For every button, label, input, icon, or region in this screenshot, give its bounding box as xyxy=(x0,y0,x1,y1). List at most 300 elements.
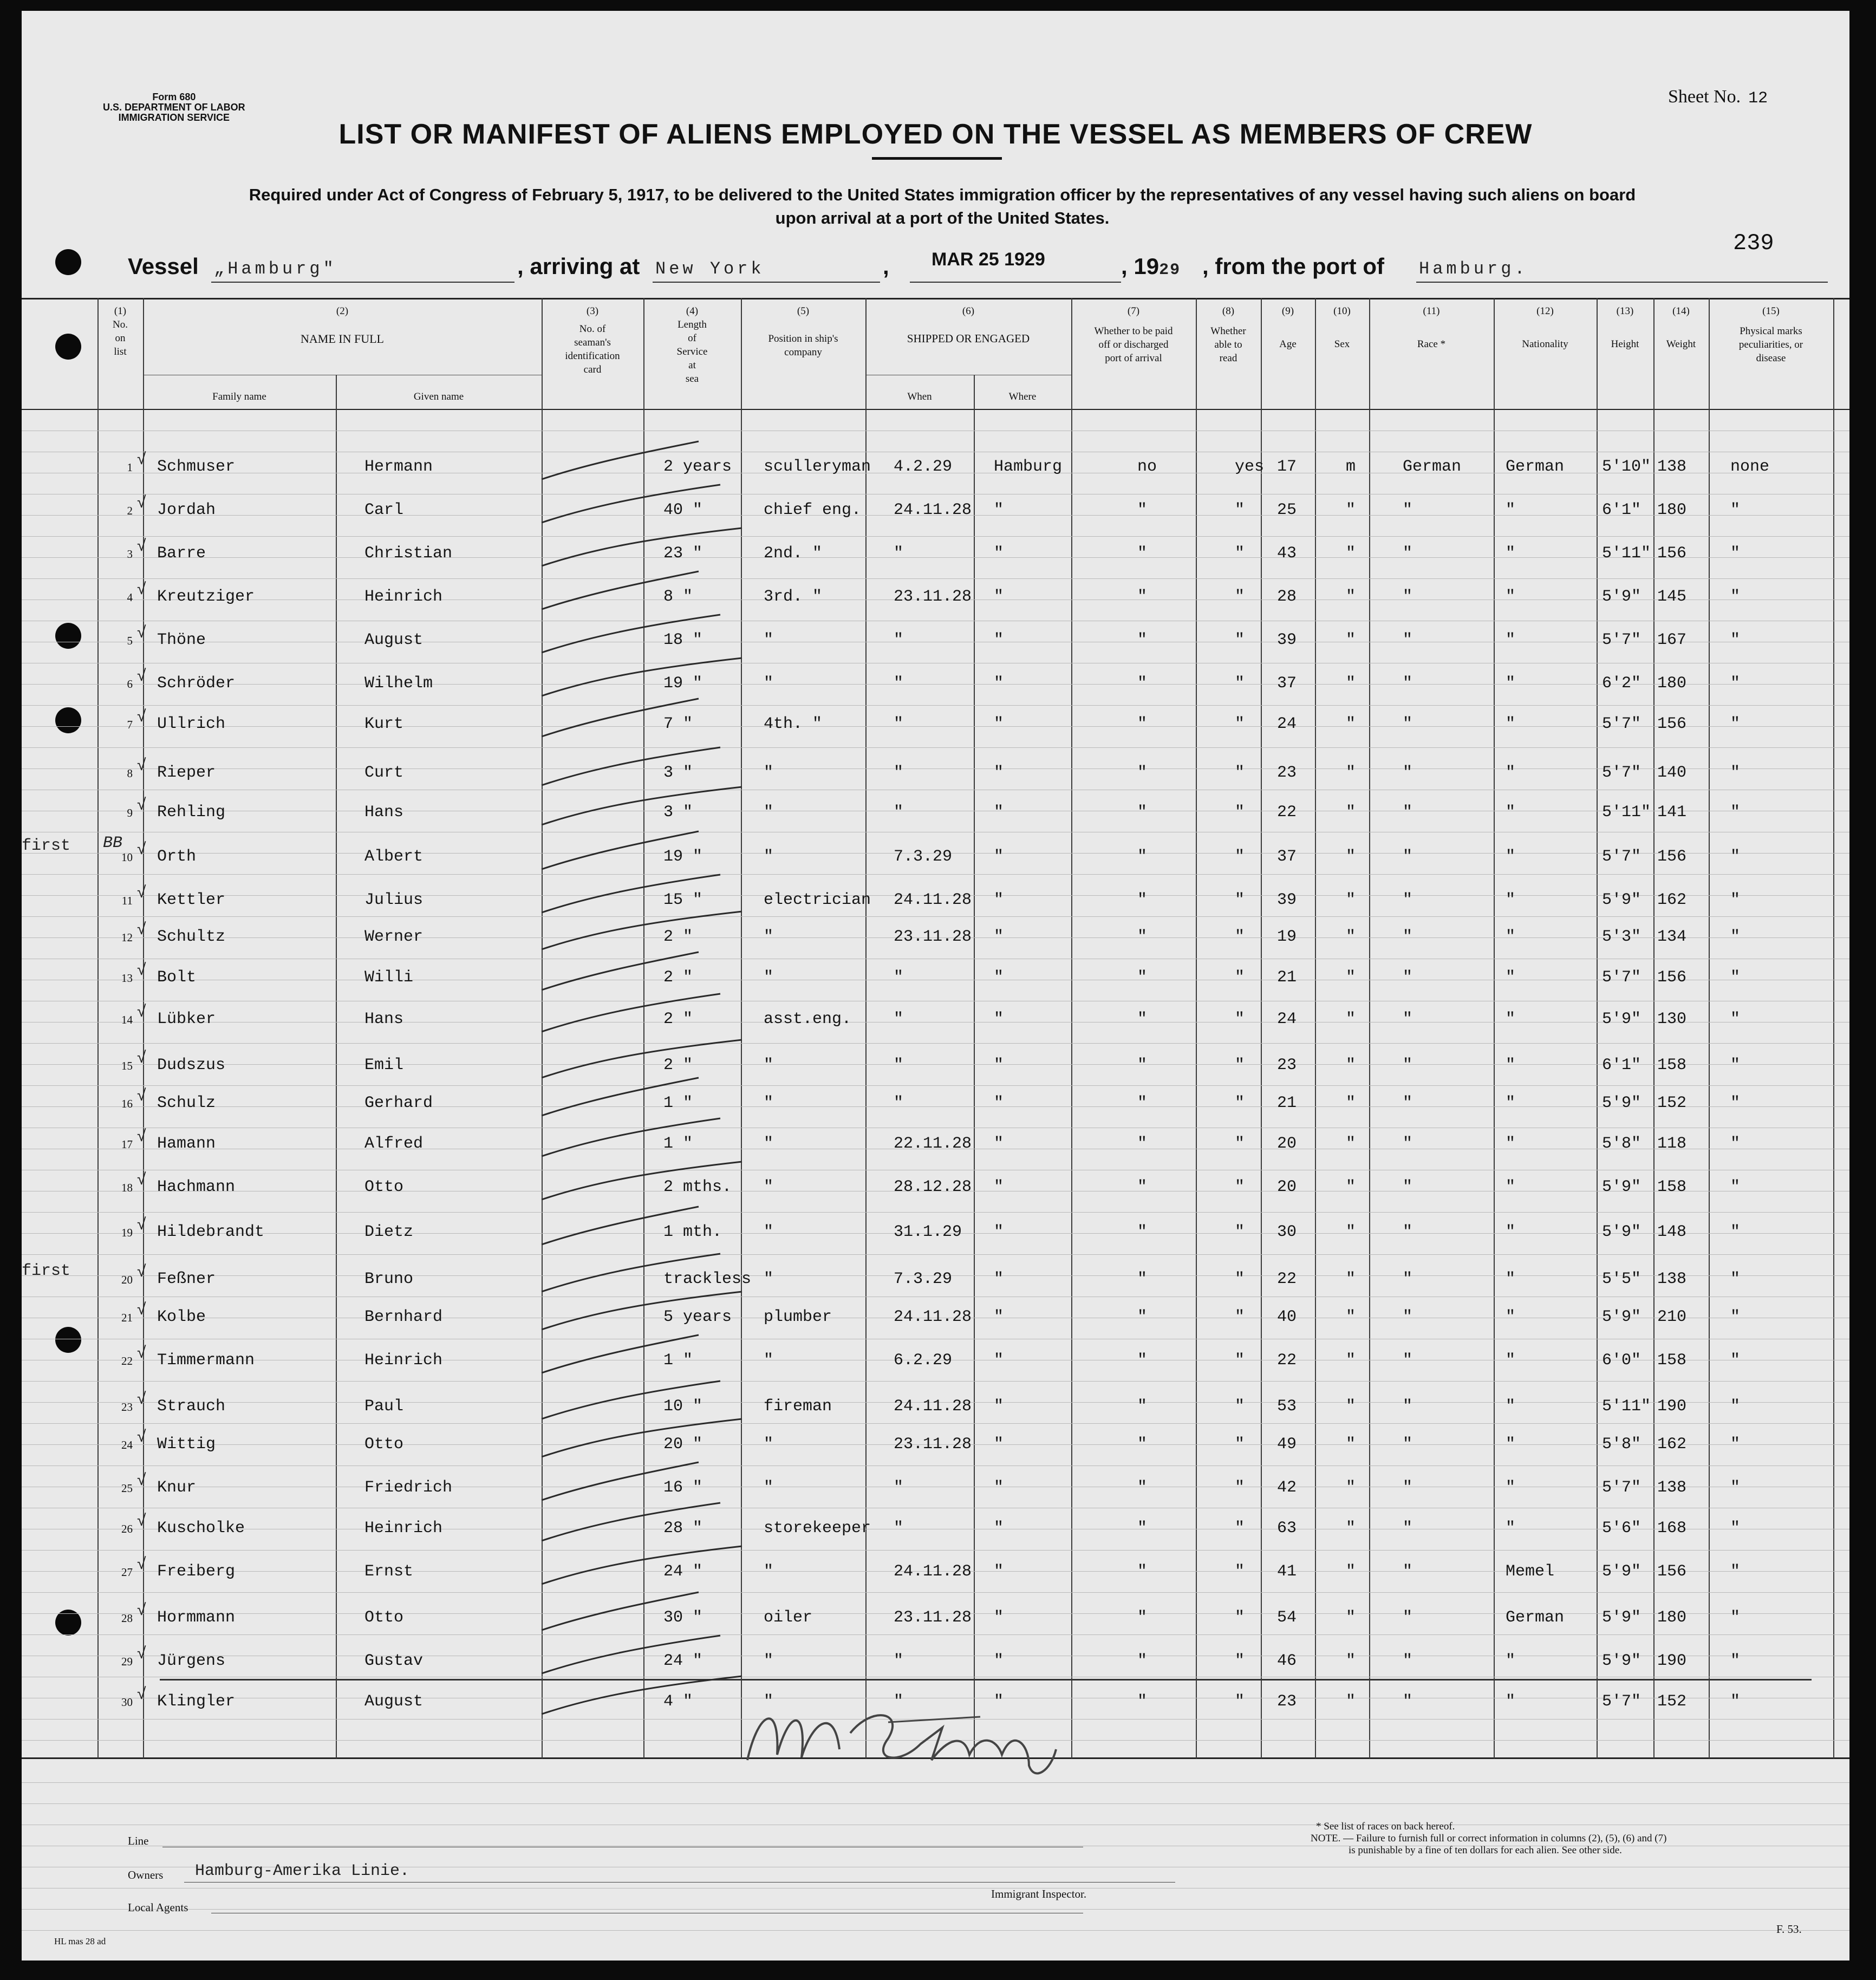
cell-no: 14 xyxy=(121,1013,133,1026)
given-name-header: Given name xyxy=(413,391,464,402)
form-code: F. 53. xyxy=(1776,1923,1802,1936)
family-name-header: Family name xyxy=(212,391,266,402)
pencil-stroke xyxy=(542,911,742,949)
cell-weight: 152 xyxy=(1657,1094,1687,1112)
cell-service: 23 " xyxy=(663,544,703,563)
cell-paid-off: " xyxy=(1137,501,1148,519)
cell-position: " xyxy=(764,1479,774,1497)
check-mark-icon: √ xyxy=(137,1170,146,1188)
col6-number: (6) xyxy=(962,305,975,317)
cell-race: " xyxy=(1403,1056,1413,1074)
cell-family: Timmermann xyxy=(157,1351,255,1370)
col12-number: (12) xyxy=(1536,305,1554,317)
cell-no: 26 xyxy=(121,1522,133,1535)
cell-read: " xyxy=(1235,1692,1245,1711)
cell-when: " xyxy=(894,803,904,822)
cell-no: 21 xyxy=(121,1311,133,1324)
cell-given: Julius xyxy=(364,891,424,909)
cell-age: 21 xyxy=(1277,1094,1297,1112)
pencil-stroke xyxy=(542,1118,720,1156)
cell-race: German xyxy=(1403,458,1462,476)
cell-height: 5'9" xyxy=(1602,1308,1642,1326)
cell-age: 39 xyxy=(1277,631,1297,649)
col8-number: (8) xyxy=(1222,305,1235,317)
cell-sex: " xyxy=(1346,928,1356,946)
cell-nationality: " xyxy=(1506,631,1516,649)
cell-read: " xyxy=(1235,1056,1245,1074)
cell-weight: 158 xyxy=(1657,1178,1687,1196)
pencil-stroke xyxy=(542,1503,720,1541)
cell-where: " xyxy=(994,1178,1004,1196)
cell-weight: 190 xyxy=(1657,1397,1687,1416)
col8-label: Whether able to read xyxy=(1210,325,1246,364)
cell-race: " xyxy=(1403,968,1413,987)
cell-sex: " xyxy=(1346,1056,1356,1074)
cell-read: " xyxy=(1235,1223,1245,1241)
cell-nationality: " xyxy=(1506,1479,1516,1497)
cell-marks: " xyxy=(1730,1094,1741,1112)
cell-given: Friedrich xyxy=(364,1479,453,1497)
check-mark-icon: √ xyxy=(137,1215,146,1233)
cell-where: " xyxy=(994,1479,1004,1497)
cell-given: Werner xyxy=(364,928,424,946)
cell-family: Barre xyxy=(157,544,206,563)
cell-read: " xyxy=(1235,1270,1245,1288)
cell-when: " xyxy=(894,1479,904,1497)
penalty-note: NOTE. — Failure to furnish full or correct information in columns (2), (5), (6) and (7) xyxy=(1311,1833,1667,1844)
cell-race: " xyxy=(1403,501,1413,519)
cell-no: 13 xyxy=(121,972,133,985)
cell-position: " xyxy=(764,1178,774,1196)
cell-where: " xyxy=(994,1351,1004,1370)
cell-race: " xyxy=(1403,674,1413,693)
cell-service: 18 " xyxy=(663,631,703,649)
sheet-number-label: Sheet No. xyxy=(1668,87,1741,107)
cell-service: 2 " xyxy=(663,928,693,946)
cell-service: 30 " xyxy=(663,1608,703,1627)
cell-height: 5'8" xyxy=(1602,1435,1642,1454)
cell-weight: 158 xyxy=(1657,1056,1687,1074)
cell-position: 2nd. " xyxy=(764,544,823,563)
cell-no: 2 xyxy=(127,504,133,517)
cell-sex: " xyxy=(1346,1223,1356,1241)
penalty-note-cont: is punishable by a fine of ten dollars for each alien. See other side. xyxy=(1349,1845,1622,1856)
cell-marks: " xyxy=(1730,1562,1741,1581)
cell-age: 28 xyxy=(1277,588,1297,606)
arrival-port: New York xyxy=(655,259,765,279)
cell-paid-off: " xyxy=(1137,1135,1148,1153)
cell-marks: " xyxy=(1730,588,1741,606)
cell-height: 5'9" xyxy=(1602,1562,1642,1581)
vessel-name: „Hamburg" xyxy=(214,259,337,279)
arriving-label: , arriving at xyxy=(517,253,640,279)
cell-no: 9 xyxy=(127,806,133,819)
cell-weight: 168 xyxy=(1657,1519,1687,1538)
pencil-stroke xyxy=(542,831,699,869)
pencil-stroke xyxy=(542,1162,742,1200)
cell-paid-off: " xyxy=(1137,631,1148,649)
cell-where: " xyxy=(994,588,1004,606)
pencil-stroke xyxy=(542,1676,742,1714)
cell-service: 4 " xyxy=(663,1692,693,1711)
cell-race: " xyxy=(1403,1479,1413,1497)
document-title: LIST OR MANIFEST OF ALIENS EMPLOYED ON THE VESSEL AS MEMBERS OF CREW xyxy=(338,119,1533,150)
cell-age: 40 xyxy=(1277,1308,1297,1326)
cell-given: Otto xyxy=(364,1178,404,1196)
cell-family: Schultz xyxy=(157,928,226,946)
cell-sex: " xyxy=(1346,1135,1356,1153)
cell-marks: " xyxy=(1730,1397,1741,1416)
cell-sex: " xyxy=(1346,1094,1356,1112)
cell-age: 23 xyxy=(1277,764,1297,782)
cell-service: 28 " xyxy=(663,1519,703,1538)
cell-when: 22.11.28 xyxy=(894,1135,972,1153)
cell-when: " xyxy=(894,715,904,733)
cell-height: 6'0" xyxy=(1602,1351,1642,1370)
cell-when: 23.11.28 xyxy=(894,588,972,606)
cell-paid-off: " xyxy=(1137,1652,1148,1670)
check-mark-icon: √ xyxy=(137,1300,146,1318)
cell-height: 5'7" xyxy=(1602,715,1642,733)
cell-where: " xyxy=(994,1519,1004,1538)
cell-marks: " xyxy=(1730,1270,1741,1288)
cell-family: Knur xyxy=(157,1479,197,1497)
cell-given: Paul xyxy=(364,1397,404,1416)
cell-nationality: " xyxy=(1506,1397,1516,1416)
cell-read: " xyxy=(1235,674,1245,693)
cell-nationality: " xyxy=(1506,715,1516,733)
cell-read: " xyxy=(1235,501,1245,519)
cell-weight: 162 xyxy=(1657,891,1687,909)
pencil-stroke xyxy=(542,441,699,479)
cell-paid-off: " xyxy=(1137,1178,1148,1196)
pencil-stroke xyxy=(542,1292,742,1330)
cell-read: " xyxy=(1235,588,1245,606)
cell-sex: " xyxy=(1346,1308,1356,1326)
cell-service: 19 " xyxy=(663,848,703,866)
cell-paid-off: " xyxy=(1137,1479,1148,1497)
cell-family: Klingler xyxy=(157,1692,236,1711)
cell-service: 24 " xyxy=(663,1652,703,1670)
cell-sex: " xyxy=(1346,1519,1356,1538)
cell-no: 7 xyxy=(127,718,133,731)
cell-age: 23 xyxy=(1277,1692,1297,1711)
cell-height: 5'11" xyxy=(1602,1397,1651,1416)
cell-weight: 156 xyxy=(1657,848,1687,866)
cell-where: " xyxy=(994,1397,1004,1416)
cell-height: 5'8" xyxy=(1602,1135,1642,1153)
cell-when: " xyxy=(894,674,904,693)
col9-number: (9) xyxy=(1281,305,1294,317)
cell-given: Gerhard xyxy=(364,1094,433,1112)
check-mark-icon: √ xyxy=(137,1428,146,1445)
cell-family: Ullrich xyxy=(157,715,226,733)
cell-service: 3 " xyxy=(663,803,693,822)
cell-family: Bolt xyxy=(157,968,197,987)
cell-height: 5'9" xyxy=(1602,1652,1642,1670)
cell-paid-off: " xyxy=(1137,588,1148,606)
cell-service: 20 " xyxy=(663,1435,703,1454)
cell-no: 5 xyxy=(127,634,133,647)
cell-given: Dietz xyxy=(364,1223,414,1241)
cell-race: " xyxy=(1403,1519,1413,1538)
cell-height: 6'2" xyxy=(1602,674,1642,693)
cell-age: 19 xyxy=(1277,928,1297,946)
cell-family: Freiberg xyxy=(157,1562,236,1581)
cell-position: " xyxy=(764,1652,774,1670)
cell-age: 24 xyxy=(1277,1010,1297,1028)
cell-race: " xyxy=(1403,1094,1413,1112)
cell-given: Otto xyxy=(364,1608,404,1627)
cell-weight: 134 xyxy=(1657,928,1687,946)
pencil-stroke xyxy=(542,1207,699,1245)
cell-race: " xyxy=(1403,588,1413,606)
cell-paid-off: no xyxy=(1137,458,1157,476)
cell-given: Bernhard xyxy=(364,1308,443,1326)
check-mark-icon: √ xyxy=(137,450,146,468)
cell-service: 1 " xyxy=(663,1135,693,1153)
cell-paid-off: " xyxy=(1137,1270,1148,1288)
signature-drawing xyxy=(726,1690,1072,1787)
cell-height: 5'9" xyxy=(1602,1010,1642,1028)
cell-when: " xyxy=(894,968,904,987)
cell-service: 8 " xyxy=(663,588,693,606)
cell-read: " xyxy=(1235,631,1245,649)
cell-weight: 130 xyxy=(1657,1010,1687,1028)
line-label: Line xyxy=(128,1834,149,1847)
cell-no: 24 xyxy=(121,1438,133,1451)
comma-label: , xyxy=(883,253,889,279)
cell-position: " xyxy=(764,848,774,866)
cell-no: 30 xyxy=(121,1696,133,1709)
cell-sex: " xyxy=(1346,588,1356,606)
cell-position: " xyxy=(764,631,774,649)
departure-port: Hamburg. xyxy=(1419,259,1528,279)
cell-where: " xyxy=(994,631,1004,649)
cell-family: Kettler xyxy=(157,891,226,909)
cell-height: 5'9" xyxy=(1602,1223,1642,1241)
cell-nationality: " xyxy=(1506,764,1516,782)
cell-height: 5'11" xyxy=(1602,544,1651,563)
cell-paid-off: " xyxy=(1137,1608,1148,1627)
cell-position: " xyxy=(764,1692,774,1711)
col2-label: NAME IN FULL xyxy=(301,332,384,346)
cell-where: " xyxy=(994,968,1004,987)
cell-weight: 180 xyxy=(1657,1608,1687,1627)
cell-height: 5'7" xyxy=(1602,968,1642,987)
pencil-stroke xyxy=(542,1078,699,1116)
cell-where: Hamburg xyxy=(994,458,1063,476)
pencil-stroke xyxy=(542,571,699,609)
cell-when: " xyxy=(894,1010,904,1028)
cell-family: Kreutziger xyxy=(157,588,255,606)
cell-sex: " xyxy=(1346,1562,1356,1581)
cell-nationality: German xyxy=(1506,458,1565,476)
ruled-line xyxy=(22,1930,1849,1931)
cell-where: " xyxy=(994,544,1004,563)
cell-age: 17 xyxy=(1277,458,1297,476)
cell-read: " xyxy=(1235,928,1245,946)
cell-when: 31.1.29 xyxy=(894,1223,962,1241)
col4-label: Length of Service at sea xyxy=(676,319,708,385)
cell-position: " xyxy=(764,1270,774,1288)
check-mark-icon: √ xyxy=(137,756,146,774)
cell-position: electrician xyxy=(764,891,871,909)
pencil-stroke xyxy=(542,1462,699,1500)
cell-read: yes xyxy=(1235,458,1265,476)
cell-nationality: " xyxy=(1506,1270,1516,1288)
cell-sex: m xyxy=(1346,458,1356,476)
cell-no: 19 xyxy=(121,1226,133,1239)
cell-marks: " xyxy=(1730,1056,1741,1074)
cell-no: 6 xyxy=(127,678,133,691)
cell-paid-off: " xyxy=(1137,1519,1148,1538)
cell-weight: 138 xyxy=(1657,1270,1687,1288)
ruled-line xyxy=(22,1803,1849,1804)
check-mark-icon: √ xyxy=(137,1002,146,1020)
cell-position: " xyxy=(764,1056,774,1074)
cell-height: 5'9" xyxy=(1602,588,1642,606)
cell-position: " xyxy=(764,764,774,782)
cell-sex: " xyxy=(1346,1608,1356,1627)
cell-nationality: " xyxy=(1506,1652,1516,1670)
cell-position: " xyxy=(764,803,774,822)
inspector-field xyxy=(975,1882,1175,1883)
cell-when: 24.11.28 xyxy=(894,1397,972,1416)
cell-marks: " xyxy=(1730,928,1741,946)
check-mark-icon: √ xyxy=(137,537,146,555)
cell-age: 43 xyxy=(1277,544,1297,563)
cell-marks: " xyxy=(1730,1435,1741,1454)
cell-position: 3rd. " xyxy=(764,588,823,606)
cell-when: 24.11.28 xyxy=(894,501,972,519)
col13-number: (13) xyxy=(1616,305,1634,317)
cell-service: 2 " xyxy=(663,1056,693,1074)
check-mark-icon: √ xyxy=(137,1644,146,1662)
cell-sex: " xyxy=(1346,1479,1356,1497)
cell-height: 5'7" xyxy=(1602,1479,1642,1497)
margin-note-first: first xyxy=(22,837,71,855)
col5-label: Position in ship's company xyxy=(768,333,838,358)
cell-service: 2 " xyxy=(663,968,693,987)
cell-service: 1 " xyxy=(663,1094,693,1112)
cell-nationality: " xyxy=(1506,588,1516,606)
cell-given: Albert xyxy=(364,848,424,866)
cell-when: 4.2.29 xyxy=(894,458,953,476)
check-mark-icon: √ xyxy=(137,1685,146,1703)
cell-no: 12 xyxy=(121,931,133,944)
cell-race: " xyxy=(1403,1692,1413,1711)
cell-marks: " xyxy=(1730,674,1741,693)
cell-age: 39 xyxy=(1277,891,1297,909)
cell-nationality: " xyxy=(1506,544,1516,563)
date-stamp: MAR 25 1929 xyxy=(932,249,1045,270)
pencil-stroke xyxy=(542,994,720,1032)
cell-marks: " xyxy=(1730,1010,1741,1028)
cell-when: 24.11.28 xyxy=(894,1308,972,1326)
cell-read: " xyxy=(1235,891,1245,909)
cell-family: Feßner xyxy=(157,1270,216,1288)
cell-family: Schulz xyxy=(157,1094,216,1112)
cell-weight: 180 xyxy=(1657,674,1687,693)
cell-position: " xyxy=(764,1135,774,1153)
cell-when: 23.11.28 xyxy=(894,1608,972,1627)
cell-marks: " xyxy=(1730,1692,1741,1711)
margin-note-first: first xyxy=(22,1262,71,1280)
cell-age: 63 xyxy=(1277,1519,1297,1538)
cell-where: " xyxy=(994,1435,1004,1454)
cell-given: Heinrich xyxy=(364,1519,443,1538)
cell-height: 5'11" xyxy=(1602,803,1651,822)
col1-label: No. on list xyxy=(113,319,128,357)
cell-read: " xyxy=(1235,764,1245,782)
pencil-stroke xyxy=(542,1592,699,1630)
col5-number: (5) xyxy=(797,305,810,317)
cell-position: " xyxy=(764,1094,774,1112)
pencil-stroke xyxy=(542,528,742,566)
cell-marks: " xyxy=(1730,501,1741,519)
cell-nationality: " xyxy=(1506,1178,1516,1196)
cell-family: Strauch xyxy=(157,1397,226,1416)
cell-paid-off: " xyxy=(1137,1692,1148,1711)
vessel-label: Vessel xyxy=(128,253,199,279)
cell-paid-off: " xyxy=(1137,1397,1148,1416)
cell-given: Willi xyxy=(364,968,414,987)
cell-race: " xyxy=(1403,928,1413,946)
cell-service: 2 mths. xyxy=(663,1178,732,1196)
when-header: When xyxy=(907,391,932,402)
cell-nationality: " xyxy=(1506,501,1516,519)
cell-position: " xyxy=(764,968,774,987)
cell-age: 30 xyxy=(1277,1223,1297,1241)
cell-family: Rieper xyxy=(157,764,216,782)
cell-age: 23 xyxy=(1277,1056,1297,1074)
cell-race: " xyxy=(1403,544,1413,563)
col10-number: (10) xyxy=(1333,305,1351,317)
local-agents-label: Local Agents xyxy=(128,1901,188,1914)
cell-weight: 158 xyxy=(1657,1351,1687,1370)
col11-label: Race * xyxy=(1417,338,1446,350)
cell-paid-off: " xyxy=(1137,1308,1148,1326)
cell-given: Bruno xyxy=(364,1270,414,1288)
check-mark-icon: √ xyxy=(137,1601,146,1619)
cell-read: " xyxy=(1235,968,1245,987)
year-prefix: , 19 xyxy=(1121,253,1160,279)
pencil-stroke xyxy=(542,658,742,696)
cell-sex: " xyxy=(1346,1270,1356,1288)
cell-position: " xyxy=(764,1351,774,1370)
cell-age: 53 xyxy=(1277,1397,1297,1416)
cell-sex: " xyxy=(1346,803,1356,822)
cell-nationality: " xyxy=(1506,1351,1516,1370)
cell-read: " xyxy=(1235,1308,1245,1326)
cell-family: Dudszus xyxy=(157,1056,226,1074)
cell-weight: 148 xyxy=(1657,1223,1687,1241)
cell-where: " xyxy=(994,1270,1004,1288)
cell-no: 16 xyxy=(121,1097,133,1110)
cell-where: " xyxy=(994,1010,1004,1028)
check-mark-icon: √ xyxy=(137,1390,146,1408)
page-number: 239 xyxy=(1733,230,1774,256)
cell-age: 54 xyxy=(1277,1608,1297,1627)
cell-height: 5'5" xyxy=(1602,1270,1642,1288)
cell-where: " xyxy=(994,1223,1004,1241)
cell-service: 3 " xyxy=(663,764,693,782)
cell-read: " xyxy=(1235,1562,1245,1581)
col7-label: Whether to be paid off or discharged port of arrival xyxy=(1094,325,1173,364)
cell-weight: 156 xyxy=(1657,968,1687,987)
cell-given: Emil xyxy=(364,1056,404,1074)
